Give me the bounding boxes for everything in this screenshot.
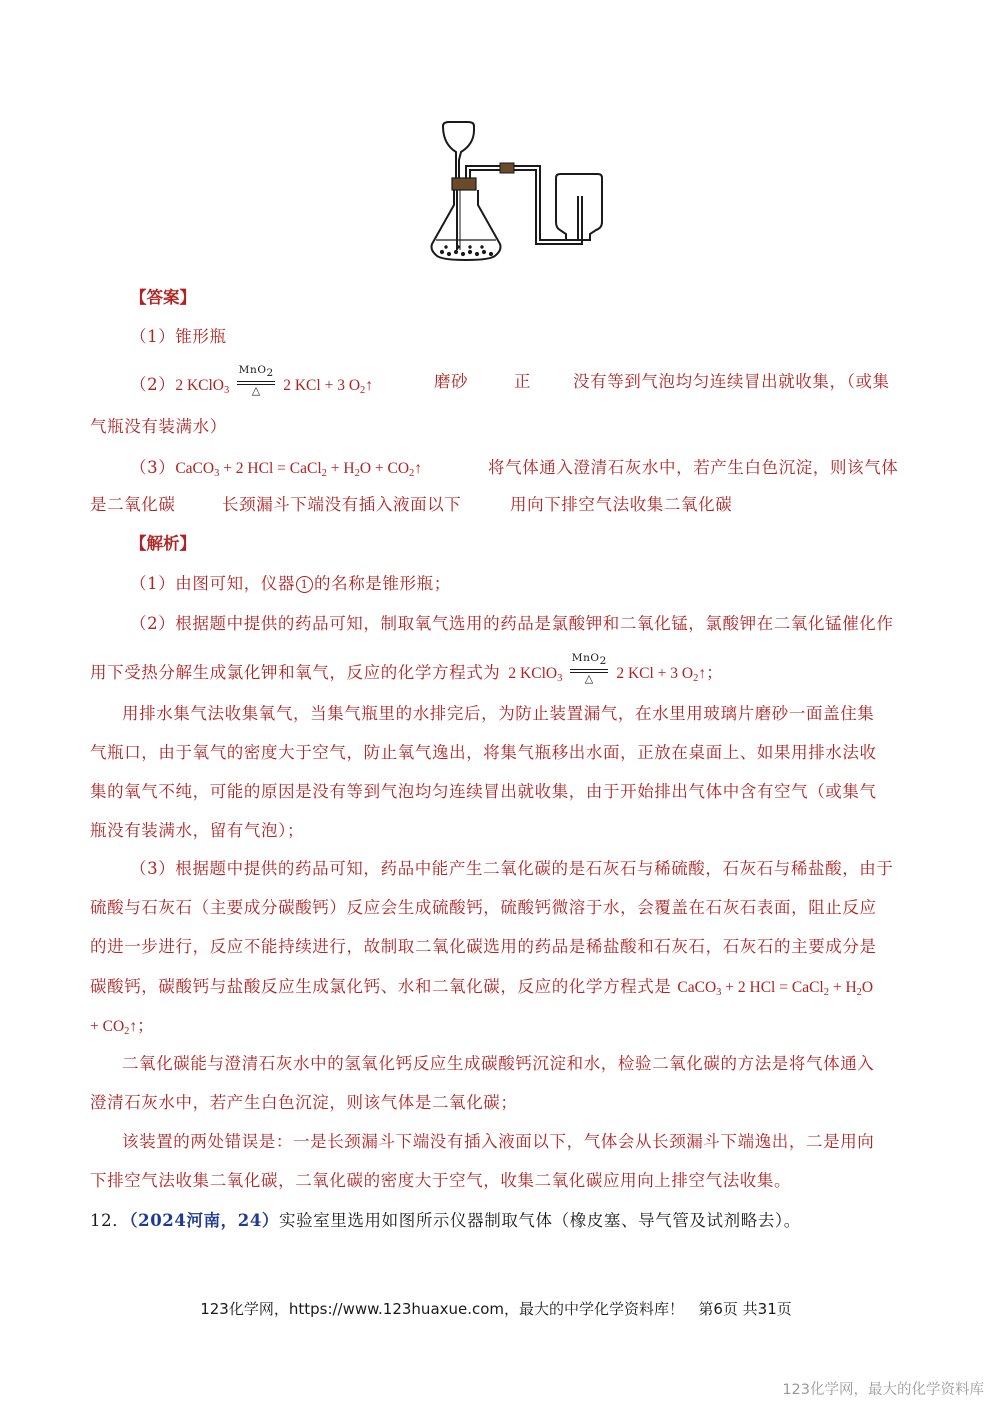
analysis-p2-l1: （2）根据题中提供的药品可知，制取氧气选用的药品是氯酸钾和二氧化锰，氯酸钾在二氧化锰催化作 [130, 614, 894, 633]
analysis-p4-l5: + $CO_2↑$； [90, 1016, 155, 1037]
question-source: （2024河南，24） [129, 1211, 280, 1230]
analysis-p6-l2: 下排空气法收集二氧化碳，二氧化碳的密度大于空气，收集二氧化碳应用向上排空气法收集。 [90, 1171, 792, 1190]
analysis-p3-l2: 气瓶口，由于氧气的密度大于空气，防止氧气逸出，将集气瓶移出水面，正放在桌面上、如果用排水法收 [90, 743, 877, 762]
analysis-p1: （1）由图可知，仪器 1 的名称是锥形瓶； [130, 574, 451, 593]
conical-flask [432, 190, 501, 260]
answer-line-5b: 长颈漏斗下端没有插入液面以下 [222, 495, 462, 514]
analysis-p4-l2: 硫酸与石灰石（主要成分碳酸钙）反应会生成硫酸钙，硫酸钙微溶于水，会覆盖在石灰石表面，阻止反应 [90, 898, 877, 917]
answer-line-4-test: 将气体通入澄清石灰水中，若产生白色沉淀，则该气体 [488, 458, 899, 477]
watermark: 123化学网，最大的化学资料库 [782, 1382, 984, 1398]
analysis-p3-l3: 集的氧气不纯，可能的原因是没有等到气泡均匀连续冒出就收集，由于开始排出气体中含有空气（或集气 [90, 782, 877, 801]
question-12: 12．（2024河南，24）实验室里选用如图所示仪器制取气体（橡皮塞、导气管及试剂略去）。 [90, 1211, 801, 1230]
answer-blank-mosha: 磨砂 [434, 372, 469, 391]
analysis-header: 【解析】 [130, 534, 196, 553]
answer-line-2: （2）2 KClO$_3$ MnO$_2$ △ 2 KCl + 3 $O_2↑$ [130, 364, 374, 397]
page-number: 第6页 共31页 [698, 1300, 792, 1318]
analysis-p6-l1: 该装置的两处错误是：一是长颈漏斗下端没有插入液面以下，气体会从长颈漏斗下端逸出，二是用向 [122, 1132, 875, 1151]
answer-line-5c: 用向下排空气法收集二氧化碳 [510, 495, 733, 514]
answer-line-4: （3）CaCO$_3$ + 2 HCl = CaCl$_2$ + $H_2O$ + $CO_2↑$ [130, 458, 423, 479]
rubber-stopper [452, 178, 476, 190]
circled-number: 1 [296, 576, 313, 593]
analysis-p4-l1: （3）根据题中提供的药品可知，药品中能产生二氧化碳的是石灰石与稀硫酸，石灰石与稀盐酸，由于 [130, 859, 894, 878]
analysis-p4-l4: 碳酸钙，碳酸钙与盐酸反应生成氯化钙、水和二氧化碳，反应的化学方程式是 CaCO$_3$ + 2 HCl = CaCl$_2$ + $H_2O$ [90, 977, 874, 998]
analysis-p5-l2: 澄清石灰水中，若产生白色沉淀，则该气体是二氧化碳； [90, 1093, 518, 1112]
analysis-p4-l3: 的进一步进行，反应不能持续进行，故制取二氧化碳选用的药品是稀盐酸和石灰石，石灰石的主要成分是 [90, 937, 877, 956]
analysis-p3-l4: 瓶没有装满水，留有气泡）； [90, 821, 305, 840]
answer-blank-zheng: 正 [514, 372, 532, 391]
answer-line-3: 气瓶没有装满水） [90, 417, 227, 436]
analysis-p5-l1: 二氧化碳能与澄清石灰水中的氢氧化钙反应生成碳酸钙沉淀和水，检验二氧化碳的方法是将气体通入 [122, 1054, 875, 1073]
reaction-condition: MnO$_2$ △ [238, 364, 274, 397]
answer-line-1: （1）锥形瓶 [130, 327, 227, 346]
answer-header: 【答案】 [130, 288, 196, 307]
page-footer: 123化学网，https://www.123huaxue.com，最大的中学化学资料库！ 第6页 共31页 [200, 1300, 792, 1318]
analysis-p3-l1: 用排水集气法收集氧气，当集气瓶里的水排完后，为防止装置漏气，在水里用玻璃片磨砂一面盖住集 [122, 704, 875, 723]
analysis-p2-l2: 用下受热分解生成氯化钾和氧气，反应的化学方程式为 2 KClO$_3$ MnO$_2$ △ 2 KCl + 3 $O_2↑$； [90, 652, 724, 685]
rubber-connector [500, 163, 514, 173]
apparatus-figure [0, 0, 992, 280]
answer-blank-reason: 没有等到气泡均匀连续冒出就收集，（或集 [573, 372, 890, 391]
answer-line-5a: 是二氧化碳 [90, 495, 176, 514]
